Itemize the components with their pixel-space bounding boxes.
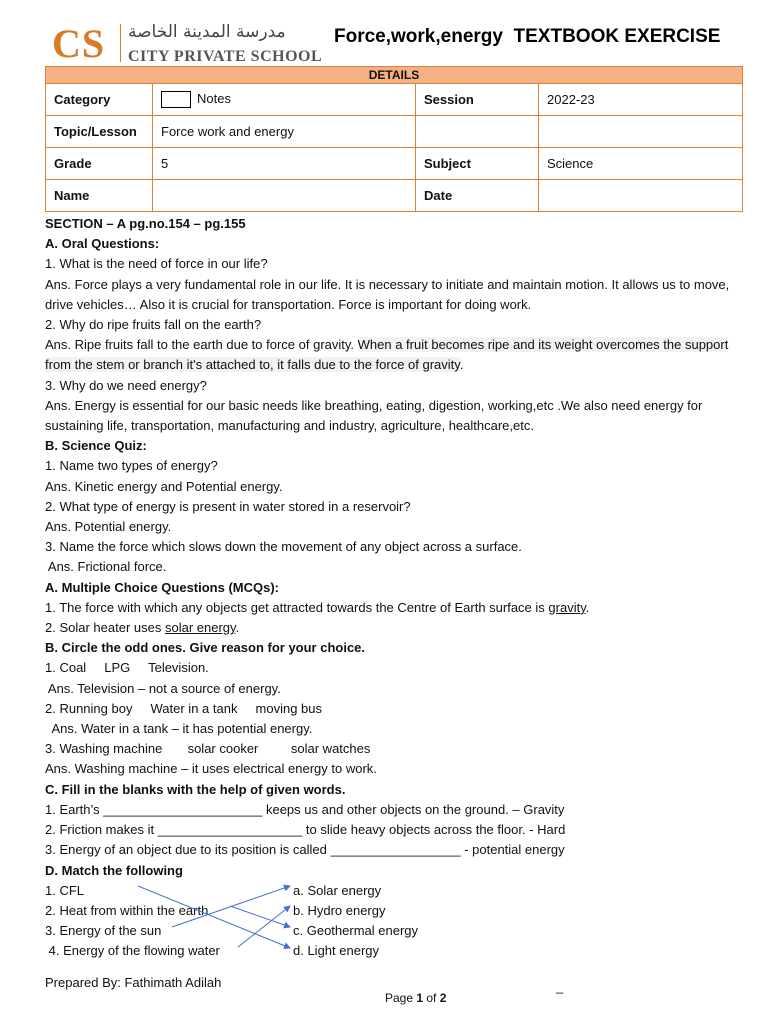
exercise-content <box>45 214 745 962</box>
mcq-text: . <box>235 620 240 636</box>
mcq-text: 2. Solar heater uses <box>45 620 165 636</box>
fill-blank-item: 3. Energy of an object due to its position is called __________________ - potential energy <box>45 842 565 858</box>
details-row-category <box>46 84 743 116</box>
school-name-english: CITY PRIVATE SCHOOL <box>128 48 323 65</box>
match-left-item: 1. CFL <box>45 882 85 898</box>
mcq-item <box>45 598 745 618</box>
session-label: Session <box>416 84 539 116</box>
logo-divider <box>120 24 121 62</box>
question: 2. What type of energy is present in water stored in a reservoir? <box>45 498 411 514</box>
question: 1. Name two types of energy? <box>45 458 218 474</box>
match-left-item: 3. Energy of the sun <box>45 923 162 939</box>
category-cell <box>153 84 416 116</box>
odd-one-item: 3. Washing machine solar cooker solar watches <box>45 741 371 757</box>
mcq-text: . <box>585 599 590 615</box>
school-logo: CS <box>52 21 106 66</box>
answer: Ans. Water in a tank – it has potential energy. <box>45 721 313 737</box>
highlighted-text: When a fruit becomes ripe and its weight overcomes the support from the stem or branch it's attached to, it falls due to the force of gravity <box>45 337 729 373</box>
session-value: 2022-23 <box>539 84 743 116</box>
mcq-answer: gravity <box>548 599 586 615</box>
category-value: Notes <box>197 90 231 106</box>
match-right-item: d. Light energy <box>293 943 380 959</box>
answer-text: . <box>459 357 464 373</box>
name-field[interactable] <box>153 180 416 212</box>
category-label: Category <box>46 84 153 116</box>
answer: Ans. Television – not a source of energy. <box>45 680 281 696</box>
grade-label: Grade <box>46 148 153 180</box>
name-label: Name <box>46 180 153 212</box>
match-arrow <box>230 906 290 927</box>
question: 3. Name the force which slows down the movement of any object across a surface. <box>45 539 522 555</box>
odd-one-heading: B. Circle the odd ones. Give reason for your choice. <box>45 640 366 656</box>
section-heading: SECTION – A pg.no.154 – pg.155 <box>45 216 246 231</box>
question: 3. Why do we need energy? <box>45 377 207 393</box>
mcq-heading: A. Multiple Choice Questions (MCQs): <box>45 579 280 595</box>
answer: Ans. Energy is essential for our basic needs like breathing, eating, digestion, working,etc .We also need energy for sustaining life, transportation, manufacturing and industry, agriculture, healthcare,etc. <box>45 397 703 434</box>
school-name-arabic: مدرسة المدينة الخاصة <box>128 22 286 42</box>
question: 1. What is the need of force in our life? <box>45 256 268 272</box>
document-title: Force,work,energy TEXTBOOK EXERCISE <box>334 26 721 47</box>
fill-blank-item: 1. Earth’s ______________________ keeps us and other objects on the ground. – Gravity <box>45 801 565 817</box>
fill-blank-item: 2. Friction makes it ____________________ to slide heavy objects across the floor. - Hard <box>45 822 566 838</box>
match-left-item: 2. Heat from within the earth <box>45 902 209 918</box>
prepared-by: Prepared By: Fathimath Adilah <box>45 975 222 990</box>
page-total: 2 <box>439 991 447 1005</box>
page-number <box>385 991 446 1005</box>
odd-one-item: 2. Running boy Water in a tank moving bus <box>45 700 322 716</box>
match-arrow <box>138 886 290 948</box>
empty-cell <box>416 116 539 148</box>
date-label: Date <box>416 180 539 212</box>
answer-text: Ans. Ripe fruits fall to the earth due to force of gravity. <box>45 337 358 353</box>
footer-dash: _ <box>556 979 564 994</box>
subject-label: Subject <box>416 148 539 180</box>
answer: Ans. Potential energy. <box>45 519 172 535</box>
details-heading-row <box>46 67 743 84</box>
fill-blanks-heading: C. Fill in the blanks with the help of given words. <box>45 781 346 797</box>
science-quiz-heading: B. Science Quiz: <box>45 438 147 454</box>
answer: Ans. Washing machine – it uses electrical energy to work. <box>45 761 377 777</box>
page-of: of <box>423 991 440 1005</box>
match-heading: D. Match the following <box>45 862 183 878</box>
match-arrow <box>238 906 290 947</box>
match-right-item: b. Hydro energy <box>293 902 386 918</box>
date-field[interactable] <box>539 180 743 212</box>
question: 2. Why do ripe fruits fall on the earth? <box>45 317 262 333</box>
odd-one-item: 1. Coal LPG Television. <box>45 660 209 676</box>
topic-value: Force work and energy <box>153 116 416 148</box>
answer: Ans. Force plays a very fundamental role in our life. It is necessary to initiate and maintain motion. It allows us to move, drive vehicles… Also it is crucial for transportation. Force is important for doing work. <box>45 276 730 312</box>
grade-value: 5 <box>153 148 416 180</box>
match-left-item: 4. Energy of the flowing water <box>45 943 220 959</box>
match-right-item: a. Solar energy <box>293 882 382 898</box>
details-row-grade <box>46 148 743 180</box>
mcq-item <box>45 618 745 638</box>
answer: Ans. Frictional force. <box>45 559 167 575</box>
mcq-text: 1. The force with which any objects get attracted towards the Centre of Earth surface is <box>45 599 549 615</box>
empty-cell <box>539 116 743 148</box>
subject-value: Science <box>539 148 743 180</box>
answer: Ans. Kinetic energy and Potential energy. <box>45 478 283 494</box>
page-current: 1 <box>416 991 424 1005</box>
notes-checkbox[interactable] <box>161 91 191 108</box>
details-row-name <box>46 180 743 212</box>
mcq-answer: solar energy <box>164 620 236 636</box>
match-right-column <box>293 881 418 962</box>
details-row-topic <box>46 116 743 148</box>
match-right-item: c. Geothermal energy <box>293 923 419 939</box>
page-prefix: Page <box>385 991 417 1005</box>
details-table <box>45 66 743 212</box>
answer <box>45 335 745 375</box>
details-heading: DETAILS <box>46 67 743 84</box>
oral-questions-heading: A. Oral Questions: <box>45 236 160 252</box>
match-arrows <box>120 878 310 958</box>
document-header <box>52 18 742 66</box>
topic-label: Topic/Lesson <box>46 116 153 148</box>
